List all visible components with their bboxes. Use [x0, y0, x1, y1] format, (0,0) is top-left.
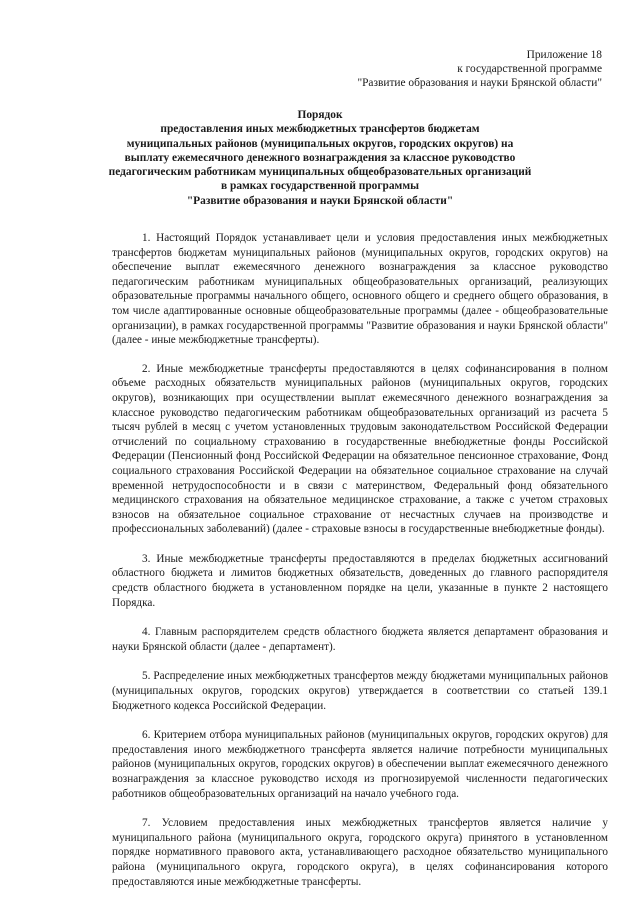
appendix-number: Приложение 18 [526, 49, 602, 61]
paragraph-1: 1. Настоящий Порядок устанавливает цели и условия предоставления иных межбюджетных трансфертов бюджетам муниципальных районов (муниципальных округов, городских округов) на обеспечение выплат ежемесячного денежного вознаграждения за классное руководство педагогическим работникам муниципальных общеобразовательных организаций, реализующих образовательные программы начального общего, основного общего и среднего общего образования, в том числе адаптированные основные общеобразовательные программы (далее - общеобразовательные организации), в рамках государственной программы "Развитие образования и науки Брянской области" (далее - иные межбюджетные трансферты). [112, 232, 608, 347]
appendix-program-name: "Развитие образования и науки Брянской области" [357, 77, 602, 89]
paragraph-3: 3. Иные межбюджетные трансферты предоставляются в пределах бюджетных ассигнований областного бюджета и лимитов бюджетных обязательств, доведенных до главного распорядителя средств областного бюджета в установленном порядке на цели, указанные в пункте 2 настоящего Порядка. [112, 552, 608, 609]
title-line-2: предоставления иных межбюджетных трансфертов бюджетам [160, 123, 480, 136]
paragraph-5: 5. Распределение иных межбюджетных трансфертов между бюджетами муниципальных районов (муниципальных округов, городских округов) утверждается в соответствии со статьей 139.1 Бюджетного кодекса Российской Федерации. [112, 670, 608, 712]
paragraph-2: 2. Иные межбюджетные трансферты предоставляются в целях софинансирования в полном объеме расходных обязательств муниципальных районов (муниципальных округов, городских округов), возникающих при осуществлении выплат ежемесячного денежного вознаграждения за классное руководство педагогическим работникам общеобразовательных организаций из расчета 5 тысяч рублей в месяц с учетом установленных трудовым законодательством Российской Федерации отчислений по социальному страхованию в государственные внебюджетные фонды Российской Федерации (Пенсионный фонд Российской Федерации на обязательное пенсионное страхование, Фонд социального страхования Российской Федерации на обязательное социальное страхование на случай временной нетрудоспособности и в связи с материнством, Федеральный фонд обязательного медицинского страхования на обязательное медицинское страхование, а также с учетом страховых взносов на обязательное социальное страхование от несчастных случаев на производстве и профессиональных заболеваний) (далее - страховые взносы в государственные внебюджетные фонды). [112, 362, 608, 536]
paragraph-6: 6. Критерием отбора муниципальных районов (муниципальных округов, городских округов) для предоставления иного межбюджетного трансферта является наличие потребности муниципальных районов (муниципальных округов, городских округов) в обеспечении выплат ежемесячного денежного вознаграждения за классное руководство исходя из прогнозируемой численности педагогических работников общеобразовательных организаций на начало учебного года. [112, 729, 608, 800]
paragraph-4: 4. Главным распорядителем средств областного бюджета является департамент образования и науки Брянской области (далее - департамент). [112, 626, 608, 653]
appendix-reference: к государственной программе [457, 63, 602, 75]
document-title [100, 108, 540, 208]
title-line-4: выплату ежемесячного денежного вознаграждения за классное руководство [124, 151, 516, 164]
document-body [112, 231, 608, 904]
appendix-header [357, 48, 602, 90]
title-line-5: педагогическим работникам муниципальных общеобразовательных организаций [108, 166, 532, 179]
title-line-3: муниципальных районов (муниципальных округов, городских округов) на [126, 137, 514, 150]
title-line-1: Порядок [297, 109, 343, 121]
paragraph-7: 7. Условием предоставления иных межбюджетных трансфертов является наличие у муниципального района (муниципального округа, городского округа) принятого в установленном порядке нормативного правового акта, устанавливающего расходное обязательство муниципального района (муниципального округа, городского округа), в целях софинансирования которого предоставляются иные межбюджетные трансферты. [112, 817, 608, 888]
title-line-6: в рамках государственной программы [221, 180, 419, 193]
title-line-7: "Развитие образования и науки Брянской области" [186, 194, 454, 207]
